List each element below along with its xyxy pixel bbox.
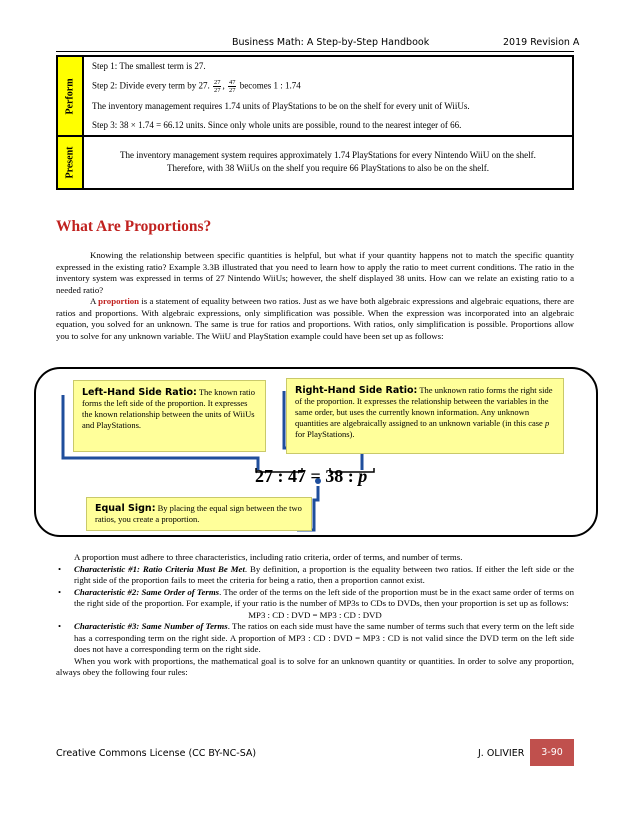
paragraph-1: Knowing the relationship between specific quantities is helpful, but what if your quantity happens not to match the specific quantity expressed in the existing ratio? Example 3.3B illustrated that you need to learn how to apply the ratio to meet current conditions. The ratio in the inventory system was expressed in terms of 27 Nintendo WiiUs; however, the shelf displayed 38 units. How can we relate an existing ratio to a needed ratio? (56, 250, 574, 295)
section-title: What Are Proportions? (56, 218, 212, 235)
present-label: Present (58, 137, 84, 188)
characteristic-1: • Characteristic #1: Ratio Criteria Must Be Met. By definition, a proportion is the equality between two ratios. If either the left side or the right side of the proportion fails to meet the criteria for being a ratio, then a proportion cannot exist. (58, 563, 574, 585)
running-header-title: Business Math: A Step-by-Step Handbook (232, 37, 430, 48)
closing-paragraph: When you work with proportions, the mathematical goal is to solve for an unknown quantity or quantities. In order to solve any proportion, always obey the following four rules: (56, 655, 574, 677)
right-ratio-callout: Right-Hand Side Ratio: The unknown ratio forms the right side of the proportion. It expresses the relationship between the variables in the same order, but uses the currently known information. Any unknown quantities are algebraically assigned to an unknown variable (in this case p for PlayStations). (286, 378, 564, 454)
step-2: Step 2: Divide every term by 27. $\frac{27}{27}$ , $\frac{47}{27}$ becomes 1 : 1.74 (92, 79, 301, 94)
present-line-1: The inventory management system requires approximately 1.74 PlayStations for every Nintendo WiiU on the shelf. (120, 150, 536, 160)
term-proportion: proportion (98, 296, 140, 306)
characteristics-body (56, 552, 574, 679)
right-ratio-title: Right-Hand Side Ratio: (295, 385, 418, 396)
left-ratio-title: Left-Hand Side Ratio: (82, 387, 197, 398)
step-3: Step 3: 38 × 1.74 = 66.12 units. Since only whole units are possible, round to the nearest integer of 66. (92, 120, 462, 130)
perform-label: Perform (58, 57, 84, 135)
paragraph-2: A proportion is a statement of equality between two ratios. Just as we have both algebraic expressions and algebraic equations, there are ratios and proportions. With algebraic expressions, only simplification was possible. When the expression was incorporated into an algebraic equation, you solved for an unknown. The same is true for ratios and proportions. With ratios, only simplification is possible. Proportions allow you to solve for any unknown variable. The WiiU and PlayStation example could have been set up as follows: (56, 296, 574, 341)
footer-author: J. OLIVIER (478, 748, 525, 759)
characteristic-2-example: MP3 : CD : DVD = MP3 : CD : DVD (248, 609, 382, 620)
proportion-equation: 27 : 47 = 38 : p (255, 466, 368, 486)
footer-license: Creative Commons License (CC BY-NC-SA) (56, 748, 257, 759)
fraction-27-27: $\frac{27}{27}$ (213, 79, 221, 94)
page-number-badge: 3-90 (530, 739, 574, 766)
running-header-edition: 2019 Revision A (503, 37, 580, 48)
present-line-2: Therefore, with 38 WiiUs on the shelf you require 66 PlayStations to also be on the shelf. (167, 163, 489, 173)
equal-sign-callout (86, 497, 312, 531)
equal-sign-title: Equal Sign: (95, 503, 156, 514)
characteristic-3: • Characteristic #3: Same Number of Terms. The ratios on each side must have the same number of terms such that every term on the left side has a corresponding term on the right side. A proportion of MP3 : CD : DVD = MP3 : CD is not valid since the DVD term on the left side does not have a corresponding term on the right side. (58, 621, 574, 654)
left-ratio-text: The known ratio forms the left side of the proportion. It expresses the known relationship between the units of WiiUs and PlayStations. (82, 387, 256, 430)
characteristics-intro: A proportion must adhere to three characteristics, including ratio criteria, order of terms, and number of terms. (74, 552, 463, 562)
step-2-note: The inventory management requires 1.74 units of PlayStations to be on the shelf for every unit of WiiUs. (92, 101, 470, 111)
fraction-47-27: $\frac{47}{27}$ (228, 79, 236, 94)
left-ratio-callout (73, 380, 266, 452)
step-1: Step 1: The smallest term is 27. (92, 61, 206, 71)
characteristic-2: • Characteristic #2: Same Order of Terms. The order of the terms on the left side of the proportion must be in the exact same order of terms on the right side of the proportion. For example, if your ratio is the number of MP3s to CDs to DVDs, then your proportion is set up as follows: (58, 586, 574, 608)
equal-sign-text: By placing the equal sign between the two ratios, you create a proportion. (95, 503, 302, 524)
